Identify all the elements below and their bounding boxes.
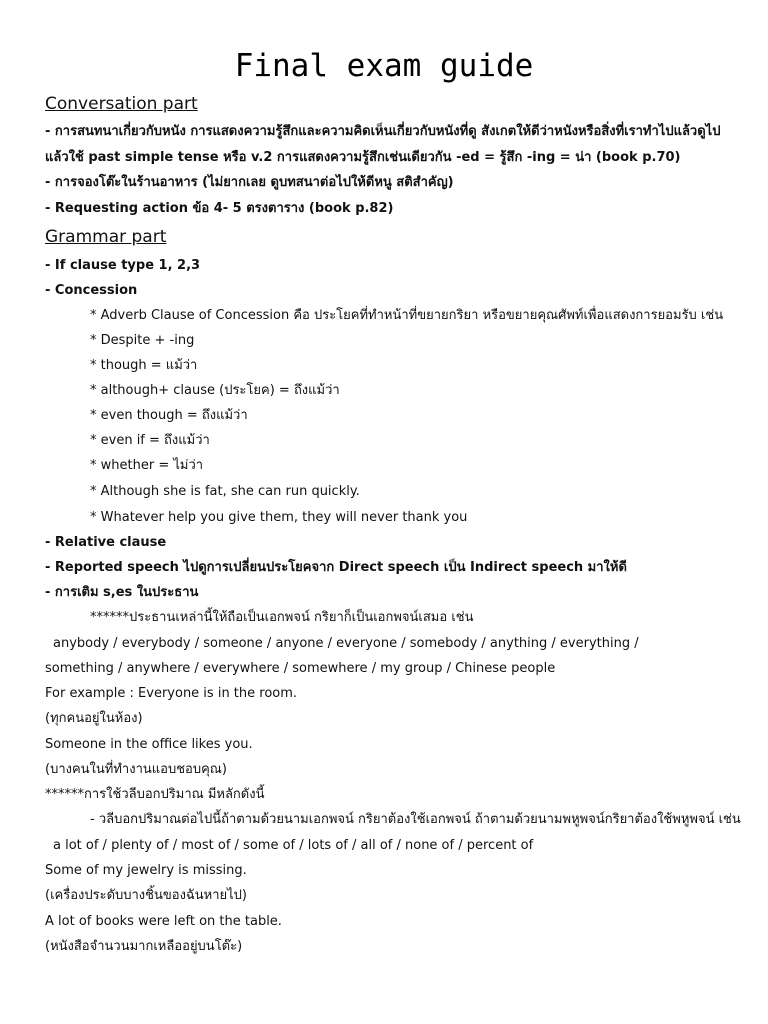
pronoun-list-line-1: anybody / everybody / someone / anyone / everyone / somebody / anything / everything / bbox=[53, 636, 639, 651]
example-line: Someone in the office likes you. bbox=[45, 737, 253, 752]
conversation-line-1: - การสนทนาเกี่ยวกับหนัง การแสดงความรู้สึกและความคิดเห็นเกี่ยวกับหนังที่ดู สังเกตให้ดีว่าหนังหรือสิ่งที่เราทำไปแล้วดูไป bbox=[45, 124, 721, 139]
concession-subitem: * Although she is fat, she can run quickly. bbox=[90, 484, 360, 499]
example-line: Some of my jewelry is missing. bbox=[45, 863, 247, 878]
concession-subitem: * although+ clause (ประโยค) = ถึงแม้ว่า bbox=[90, 383, 340, 398]
concession-item: - Concession bbox=[45, 283, 138, 298]
example-line: (บางคนในที่ทำงานแอบชอบคุณ) bbox=[45, 762, 227, 777]
reported-speech-item: - Reported speech ไปดูการเปลี่ยนประโยคจาก Direct speech เป็น Indirect speech มาให้ดี bbox=[45, 560, 627, 575]
concession-subitem: * Adverb Clause of Concession คือ ประโยคที่ทำหน้าที่ขยายกริยา หรือขยายคุณศัพท์เพื่อแสดงการยอมรับ เช่น bbox=[90, 308, 724, 323]
quantity-rule: - วลีบอกปริมาณต่อไปนี้ถ้าตามด้วยนามเอกพจน์ กริยาต้องใช้เอกพจน์ ถ้าตามด้วยนามพหูพจน์กริยาต้องใช้พหูพจน์ เช่น bbox=[90, 812, 741, 827]
example-line: (เครื่องประดับบางชิ้นของฉันหายไป) bbox=[45, 888, 248, 903]
concession-subitem: * whether = ไม่ว่า bbox=[90, 458, 204, 473]
singular-note: ******ประธานเหล่านี้ให้ถือเป็นเอกพจน์ กริยาก็เป็นเอกพจน์เสมอ เช่น bbox=[90, 610, 474, 625]
quantity-list: a lot of / plenty of / most of / some of / lots of / all of / none of / percent of bbox=[53, 838, 534, 853]
conversation-line-2: แล้วใช้ past simple tense หรือ v.2 การแสดงความรู้สึกเช่นเดียวกัน -ed = รู้สึก -ing = น่า (book p.70) bbox=[45, 150, 681, 165]
concession-subitem: * Whatever help you give them, they will never thank you bbox=[90, 510, 468, 525]
concession-subitem: * even though = ถึงแม้ว่า bbox=[90, 408, 248, 423]
example-line: (หนังสือจำนวนมากเหลืออยู่บนโต๊ะ) bbox=[45, 939, 243, 954]
conversation-heading: Conversation part bbox=[45, 94, 198, 114]
relative-clause-item: - Relative clause bbox=[45, 535, 167, 550]
example-line: A lot of books were left on the table. bbox=[45, 914, 282, 929]
concession-subitem: * though = แม้ว่า bbox=[90, 358, 198, 373]
conversation-line-4: - Requesting action ข้อ 4- 5 ตรงตาราง (book p.82) bbox=[45, 201, 394, 216]
conversation-line-3: - การจองโต๊ะในร้านอาหาร (ไม่ยากเลย ดูบทสนาต่อไปให้ดีหนู สติสำคัญ) bbox=[45, 175, 454, 190]
concession-subitem: * Despite + -ing bbox=[90, 333, 195, 348]
s-es-item: - การเติม s,es ในประธาน bbox=[45, 585, 199, 600]
page-title: Final exam guide bbox=[234, 48, 534, 84]
grammar-heading: Grammar part bbox=[45, 227, 167, 247]
pronoun-list-line-2: something / anywhere / everywhere / somewhere / my group / Chinese people bbox=[45, 661, 556, 676]
quantity-note: ******การใช้วลีบอกปริมาณ มีหลักดังนี้ bbox=[45, 787, 265, 802]
example-line: For example : Everyone is in the room. bbox=[45, 686, 298, 701]
if-clause-item: - If clause type 1, 2,3 bbox=[45, 258, 201, 273]
concession-subitem: * even if = ถึงแม้ว่า bbox=[90, 433, 210, 448]
example-line: (ทุกคนอยู่ในห้อง) bbox=[45, 711, 143, 726]
